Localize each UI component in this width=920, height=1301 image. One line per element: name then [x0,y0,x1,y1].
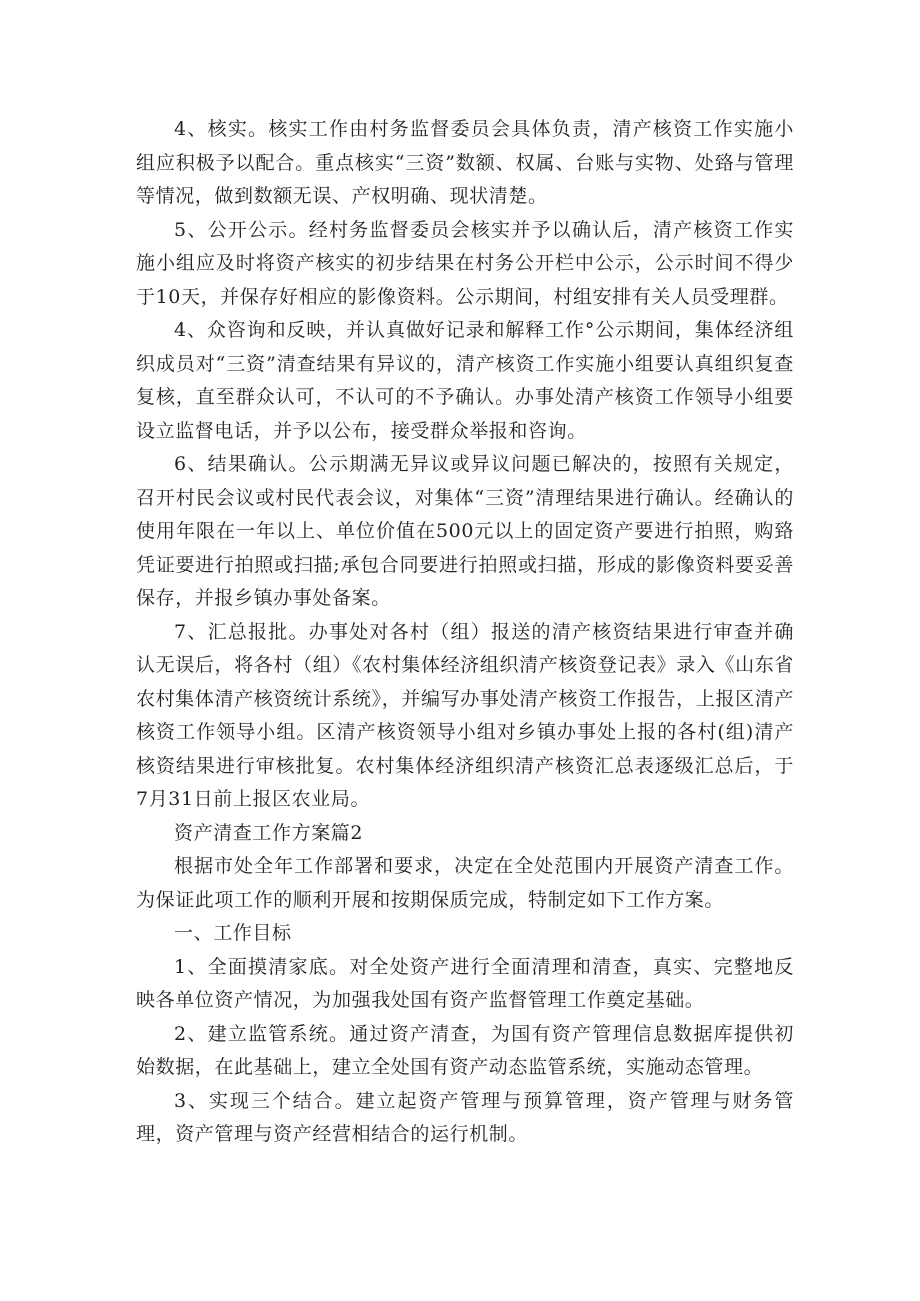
paragraph-goal-2: 2、建立监管系统。通过资产清查，为国有资产管理信息数据库提供初始数据，在此基础上，建立全处国有资产动态监管系统，实施动态管理。 [136,1022,794,1078]
paragraph-goal-3: 3、实现三个结合。建立起资产管理与预算管理，资产管理与财务管理，资产管理与资产经营相结合的运行机制。 [136,1089,794,1145]
section-heading-work-goals: 一、工作目标 [174,922,292,944]
paragraph-public-notice: 5、公开公示。经村务监督委员会核实并予以确认后，清产核资工作实施小组应及时将资产核实的初步结果在村务公开栏中公示，公示时间不得少于10天，并保存好相应的影像资料。公示期间，村组安排有关人员受理群。 [136,218,794,308]
paragraph-consultation: 4、众咨询和反映，并认真做好记录和解释工作°公示期间，集体经济组织成员对“三资”清查结果有异议的，清产核资工作实施小组要认真组织复查复核，直至群众认可，不认可的不予确认。办事处清产核资工作领导小组要设立监督电话，并予以公布，接受群众举报和咨询。 [136,319,794,442]
paragraph-verification: 4、核实。核实工作由村务监督委员会具体负责，清产核资工作实施小组应积极予以配合。重点核实“三资”数额、权属、台账与实物、处臵与管理等情况，做到数额无误、产权明确、现状清楚。 [136,118,794,207]
paragraph-goal-1: 1、全面摸清家底。对全处资产进行全面清理和清查，真实、完整地反映各单位资产情况，为加强我处国有资产监督管理工作奠定基础。 [136,955,794,1011]
paragraph-introduction: 根据市处全年工作部署和要求，决定在全处范围内开展资产清查工作。为保证此项工作的顺利开展和按期保质完成，特制定如下工作方案。 [136,855,794,911]
document-body [136,113,794,1152]
section-heading-plan-2: 资产清查工作方案篇2 [174,821,364,844]
paragraph-result-confirmation: 6、结果确认。公示期满无异议或异议问题已解决的，按照有关规定，召开村民会议或村民代表会议，对集体“三资”清理结果进行确认。经确认的使用年限在一年以上、单位价值在500元以上的固定资产要进行拍照，购臵凭证要进行拍照或扫描;承包合同要进行拍照或扫描，形成的影像资料要妥善保存，并报乡镇办事处备案。 [136,453,794,609]
paragraph-summary-report: 7、汇总报批。办事处对各村（组）报送的清产核资结果进行审查并确认无误后，将各村（组）《农村集体经济组织清产核资登记表》录入《山东省农村集体清产核资统计系统》，并编写办事处清产核资工作报告，上报区清产核资工作领导小组。区清产核资领导小组对乡镇办事处上报的各村(组)清产核资结果进行审核批复。农村集体经济组织清产核资汇总表逐级汇总后，于7月31日前上报区农业局。 [136,620,794,810]
